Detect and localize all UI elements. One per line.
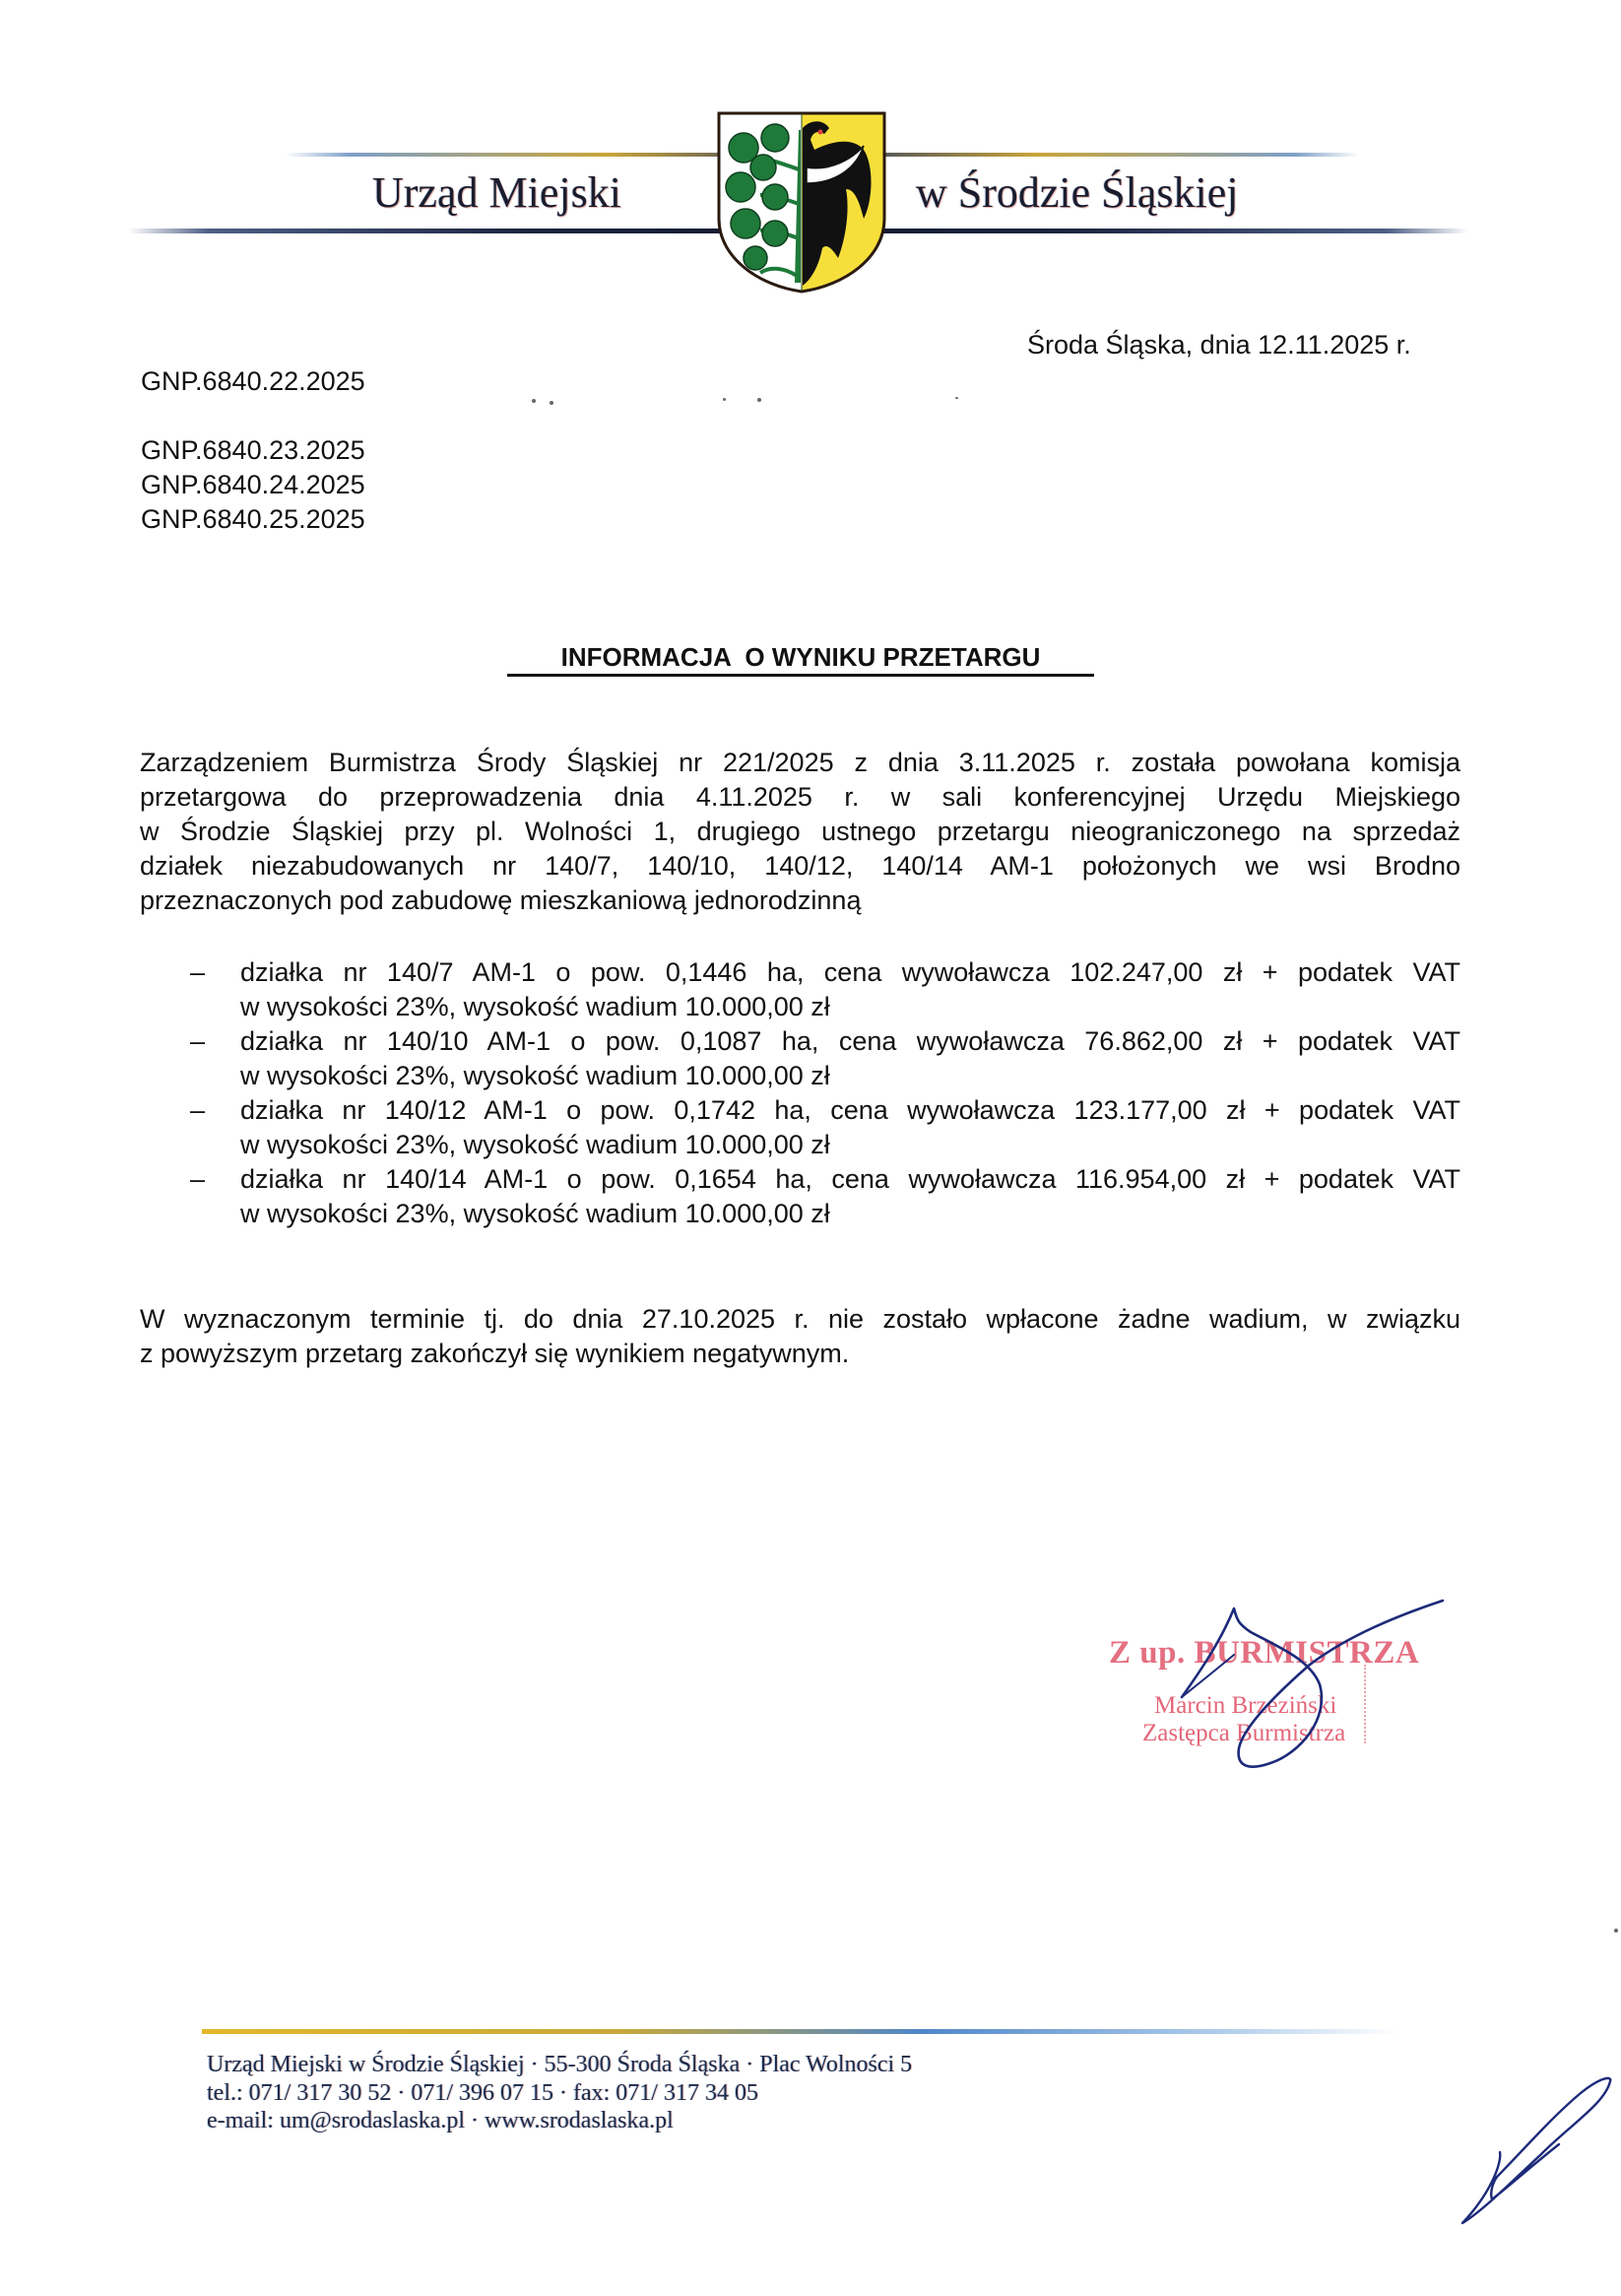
list-item — [140, 1024, 1460, 1093]
paragraph-line: z powyższym przetarg zakończył się wynikiem negatywnym. — [140, 1339, 850, 1368]
stamp-name: Marcin Brzeziński — [1154, 1692, 1337, 1719]
footer-rule — [202, 2029, 1398, 2034]
list-item-line: w wysokości 23%, wysokość wadium 10.000,00 zł — [240, 1130, 830, 1159]
intro-paragraph — [140, 746, 1460, 918]
paragraph-line: działek niezabudowanych nr 140/7, 140/10, 140/12, 140/14 AM-1 położonych we wsi Brodno — [140, 851, 1460, 881]
paragraph-line: w Środzie Śląskiej przy pl. Wolności 1, drugiego ustnego przetargu nieograniczonego na sprzedaż — [140, 817, 1460, 846]
list-item — [140, 955, 1460, 1024]
footer-phone: tel.: 071/ 317 30 52 · 071/ 396 07 15 · fax: 071/ 317 34 05 — [207, 2080, 758, 2106]
paragraph-line: przeznaczonych pod zabudowę mieszkaniową jednorodzinną — [140, 886, 862, 915]
reference-number: GNP.6840.22.2025 — [141, 366, 365, 396]
document-title-text: INFORMACJA O WYNIKU PRZETARGU — [560, 642, 1041, 672]
paragraph-line: W wyznaczonym terminie tj. do dnia 27.10.2025 r. nie zostało wpłacone żadne wadium, w związku — [140, 1304, 1460, 1334]
stamp-position: Zastępca Burmistrza — [1142, 1720, 1346, 1746]
scan-speck — [550, 401, 553, 405]
scan-speck — [532, 399, 536, 403]
plots-list — [140, 955, 1460, 1231]
list-dash: – — [190, 1164, 206, 1194]
list-dash: – — [190, 957, 206, 987]
list-item-line: w wysokości 23%, wysokość wadium 10.000,00 zł — [240, 1061, 830, 1090]
list-item-line: działka nr 140/12 AM-1 o pow. 0,1742 ha, cena wywoławcza 123.177,00 zł + podatek VAT — [240, 1095, 1460, 1125]
list-item — [140, 1162, 1460, 1231]
closing-paragraph — [140, 1302, 1460, 1371]
initials-signature-icon — [1453, 2073, 1620, 2231]
stamp-authority: Z up. BURMISTRZA — [1109, 1635, 1420, 1671]
scan-speck — [757, 398, 761, 402]
list-item-line: działka nr 140/10 AM-1 o pow. 0,1087 ha, cena wywoławcza 76.862,00 zł + podatek VAT — [240, 1026, 1460, 1056]
paragraph-line: przetargowa do przeprowadzenia dnia 4.11.2025 r. w sali konferencyjnej Urzędu Miejskiego — [140, 782, 1460, 812]
header-title-right: w Środzie Śląskiej — [916, 168, 1239, 217]
reference-number: GNP.6840.25.2025 — [141, 504, 365, 534]
header-title-left: Urząd Miejski — [372, 168, 621, 217]
signature-icon — [1162, 1591, 1458, 1778]
list-dash: – — [190, 1095, 206, 1125]
list-dash: – — [190, 1026, 206, 1056]
list-item — [140, 1093, 1460, 1162]
list-item-line: działka nr 140/7 AM-1 o pow. 0,1446 ha, cena wywoławcza 102.247,00 zł + podatek VAT — [240, 957, 1460, 987]
place-date: Środa Śląska, dnia 12.11.2025 r. — [1027, 330, 1411, 360]
footer-address: Urząd Miejski w Środzie Śląskiej · 55-300 Środa Śląska · Plac Wolności 5 — [207, 2052, 913, 2077]
list-item-line: w wysokości 23%, wysokość wadium 10.000,00 zł — [240, 1199, 830, 1228]
reference-number: GNP.6840.24.2025 — [141, 470, 365, 499]
list-item-line: w wysokości 23%, wysokość wadium 10.000,00 zł — [240, 992, 830, 1021]
footer-web: e-mail: um@srodaslaska.pl · www.srodaslaska.pl — [207, 2108, 674, 2133]
list-item-line: działka nr 140/14 AM-1 o pow. 0,1654 ha, cena wywoławcza 116.954,00 zł + podatek VAT — [240, 1164, 1460, 1194]
scan-speck — [723, 398, 726, 401]
reference-number: GNP.6840.23.2025 — [141, 435, 365, 465]
scan-speck — [1614, 1929, 1618, 1933]
paragraph-line: Zarządzeniem Burmistrza Środy Śląskiej nr 221/2025 z dnia 3.11.2025 r. została powołana komisja — [140, 748, 1460, 777]
coat-of-arms-icon — [716, 110, 887, 294]
scan-speck — [955, 397, 958, 399]
document-title — [507, 640, 1094, 677]
